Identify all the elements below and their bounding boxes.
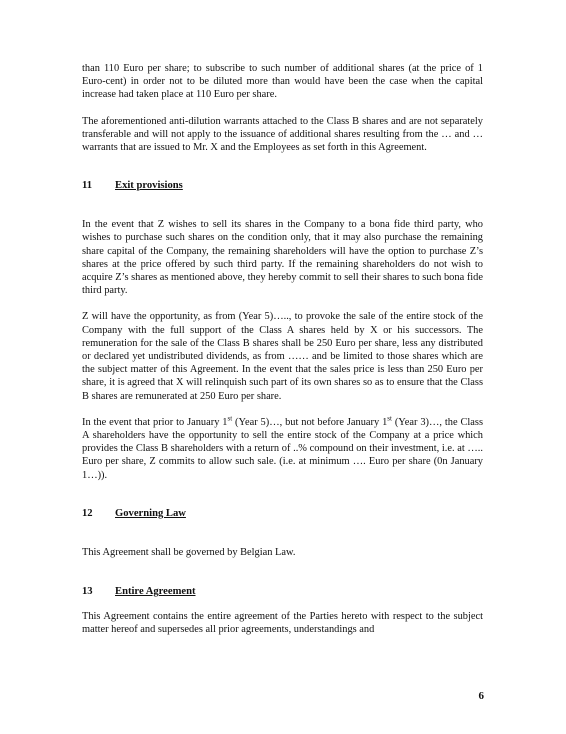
- superscript-ordinal: st: [227, 414, 233, 423]
- section-title: Governing Law: [115, 507, 186, 519]
- section-heading-exit-provisions: [82, 179, 483, 192]
- paragraph-sale-to-third-party: In the event that Z wishes to sell its shares in the Company to a bona fide third party, who wishes to purchase such shares on the condition only, that it may also purchase the remaining share capital of the Company, the remaining shareholders will have the option to purchase Z’s shares at the price offered by such third party. If the remaining shareholders do not wish to acquire Z’s shares as mentioned above, they hereby commit to sell their shares to such bona fide third party.: [82, 219, 483, 297]
- section-title: Entire Agreement: [115, 586, 196, 598]
- text-fragment: (Year 3)…, the Class A shareholders have the opportunity to sell the entire stock of the Company at a price which provides the Class B shareholders with a return of ..% compound on their investment, i.e. at ….. Euro per share, Z commits to allow such sale. (i.e. at minimum …. Euro per share (0n January 1…)).: [82, 416, 483, 481]
- paragraph-anti-dilution-warrants: The aforementioned anti-dilution warrants attached to the Class B shares and are not separately transferable and will not apply to the issuance of additional shares resulting from the … and … warrants that are issued to Mr. X and the Employees as set forth in this Agreement.: [82, 115, 483, 154]
- section-heading-entire-agreement: [82, 585, 483, 598]
- text-fragment: (Year 5)…, but not before January 1: [232, 416, 388, 428]
- superscript-ordinal: st: [387, 414, 392, 423]
- section-number: 12: [82, 507, 93, 519]
- paragraph-entire-agreement: This Agreement contains the entire agreement of the Parties hereto with respect to the subject matter hereof and supersedes all prior agreements, understandings and: [82, 611, 483, 636]
- paragraph-anti-dilution-price: than 110 Euro per share; to subscribe to such number of additional shares (at the price of 1 Euro-cent) in order not to be diluted more than would have been the case when the capital increase had taken place at 110 Euro per share.: [82, 63, 483, 101]
- paragraph-governing-law: This Agreement shall be governed by Belgian Law.: [82, 546, 296, 558]
- section-heading-governing-law: [82, 507, 483, 520]
- section-number: 13: [82, 586, 93, 598]
- text-fragment: In the event that prior to January 1: [82, 416, 228, 428]
- section-number: 11: [82, 180, 93, 192]
- paragraph-provoke-sale: Z will have the opportunity, as from (Year 5)….., to provoke the sale of the entire stock of the Company with the full support of the Class A shares held by X or his successors. The remuneration for the sale of the Class B shares shall be 250 Euro per share, less any distributed or declared yet undistributed dividends, as from …… and be limited to those shares which are the subject matter of this Agreement. In the event that the sales price is less than 250 Euro per share, it is agreed that X will relinquish such part of its own shares so as to ensure that the Class B shares are remunerated at 250 Euro per share.: [82, 311, 483, 402]
- section-title: Exit provisions: [115, 180, 183, 192]
- page-number: 6: [478, 690, 484, 702]
- paragraph-prior-sale-option: [82, 416, 483, 482]
